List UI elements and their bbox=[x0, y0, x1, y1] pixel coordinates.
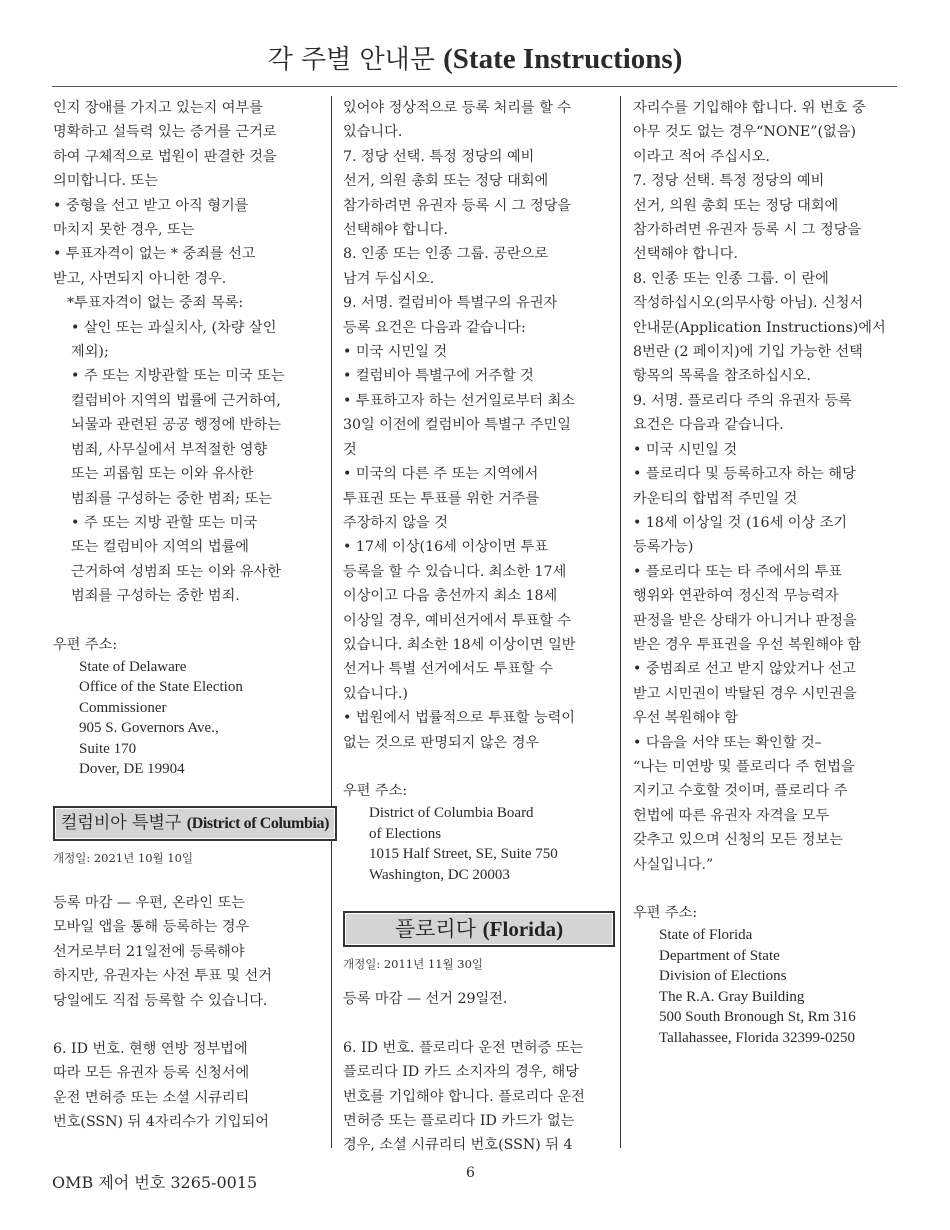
address-line: 1015 Half Street, SE, Suite 750 bbox=[369, 846, 558, 863]
column-3 bbox=[633, 96, 905, 1048]
text-line: 주장하지 않을 것 bbox=[343, 514, 448, 531]
text-line: 요건은 다음과 같습니다. bbox=[633, 417, 784, 434]
text-line: 8. 인종 또는 인종 그룹. 공란으로 bbox=[343, 246, 549, 263]
text-line: 30일 이전에 컬럼비아 특별구 주민일 bbox=[343, 417, 571, 434]
text-line: 선택해야 합니다. bbox=[343, 222, 448, 239]
page-title bbox=[0, 42, 950, 77]
text-line: 운전 면허증 또는 소셜 시큐리티 bbox=[53, 1089, 250, 1106]
text-line: 7. 정당 선택. 특정 정당의 예비 bbox=[343, 148, 535, 165]
text-line: 참가하려면 유권자 등록 시 그 정당을 bbox=[343, 197, 572, 214]
address-line: of Elections bbox=[369, 825, 442, 842]
bullet-line: • 투표자격이 없는 * 중죄를 선고 bbox=[53, 246, 256, 263]
text-line: 있습니다. 최소한 18세 이상이면 일반 bbox=[343, 636, 576, 653]
felony-line: 범죄를 구성하는 중한 범죄; 또는 bbox=[71, 490, 272, 507]
text-line: 아무 것도 없는 경우“NONE”(없음) bbox=[633, 124, 856, 141]
text-line: 갖추고 있으며 신청의 모든 정보는 bbox=[633, 832, 843, 849]
address-line: Washington, DC 20003 bbox=[369, 866, 510, 883]
felony-line: • 주 또는 지방 관할 또는 미국 bbox=[71, 514, 258, 531]
address-line: 905 S. Governors Ave., bbox=[79, 720, 219, 737]
dc-deadline bbox=[53, 891, 323, 1013]
text-line: 9. 서명. 컬럼비아 특별구의 유권자 bbox=[343, 295, 558, 312]
address-line: Tallahassee, Florida 32399-0250 bbox=[659, 1029, 855, 1046]
text-line: 것 bbox=[343, 441, 357, 458]
felony-list-title: *투표자격이 없는 중죄 목록: bbox=[67, 295, 244, 312]
text-line: 사실입니다.” bbox=[633, 856, 714, 873]
text-line: 8번란 (2 페이지)에 기입 가능한 선택 bbox=[633, 344, 863, 361]
text-line: 당일에도 직접 등록할 수 있습니다. bbox=[53, 992, 268, 1009]
bullet-line: • 컬럼비아 특별구에 거주할 것 bbox=[343, 368, 534, 385]
bullet-line: • 18세 이상일 것 (16세 이상 조기 bbox=[633, 514, 848, 531]
felony-line: 또는 괴롭힘 또는 이와 유사한 bbox=[71, 466, 254, 483]
text-line: 지키고 수호할 것이며, 플로리다 주 bbox=[633, 783, 848, 800]
text-line: “나는 미연방 및 플로리다 주 헌법을 bbox=[633, 758, 855, 775]
text-line: 등록 요건은 다음과 같습니다: bbox=[343, 319, 526, 336]
dc-id-number bbox=[53, 1037, 323, 1135]
omb-control-number: OMB 제어 번호 3265-0015 bbox=[52, 1173, 258, 1192]
column-divider-2 bbox=[620, 96, 621, 1148]
text-line: 선거로부터 21일전에 등록해야 bbox=[53, 943, 245, 960]
text-line: 등록가능) bbox=[633, 539, 694, 556]
address-line: State of Florida bbox=[659, 927, 753, 944]
text-line: 6. ID 번호. 플로리다 운전 면허증 또는 bbox=[343, 1039, 584, 1056]
address-line: District of Columbia Board bbox=[369, 805, 534, 822]
florida-id-number bbox=[343, 1036, 615, 1158]
text-line: 없는 것으로 판명되지 않은 경우 bbox=[343, 734, 540, 751]
text-line: 하여 구체적으로 법원이 판결한 것을 bbox=[53, 148, 277, 165]
text-line: 하지만, 유권자는 사전 투표 및 선거 bbox=[53, 968, 272, 985]
text-line: 있습니다. bbox=[343, 124, 403, 141]
text-line: 명확하고 설득력 있는 증거를 근거로 bbox=[53, 124, 277, 141]
text-line: 받은 경우 투표권을 우선 복원해야 함 bbox=[633, 636, 862, 653]
felony-line: • 주 또는 지방관할 또는 미국 또는 bbox=[71, 368, 285, 385]
florida-section-heading bbox=[343, 911, 615, 947]
address-line: Commissioner bbox=[79, 699, 167, 716]
text-line: 따라 모든 유권자 등록 신청서에 bbox=[53, 1065, 250, 1082]
felony-line: 범죄를 구성하는 중한 범죄. bbox=[71, 588, 240, 605]
text-line: 작성하십시오(의무사항 아님). 신청서 bbox=[633, 295, 864, 312]
mail-address-label: 우편 주소: bbox=[53, 636, 118, 653]
text-line: 받고 시민권이 박탈된 경우 시민권을 bbox=[633, 685, 857, 702]
felony-line: 범죄, 사무실에서 부적절한 영향 bbox=[71, 441, 268, 458]
florida-heading-en: (Florida) bbox=[482, 917, 564, 942]
text-line: 인지 장애를 가지고 있는지 여부를 bbox=[53, 100, 263, 116]
text-line: 플로리다 ID 카드 소지자의 경우, 해당 bbox=[343, 1064, 579, 1081]
bullet-line: • 법원에서 법률적으로 투표할 능력이 bbox=[343, 710, 575, 727]
text-line: 마치지 못한 경우, 또는 bbox=[53, 222, 195, 239]
text-line: 우선 복원해야 함 bbox=[633, 710, 738, 727]
text-line: 의미합니다. 또는 bbox=[53, 173, 158, 190]
text-line: 경우, 소셜 시큐리티 번호(SSN) 뒤 4 bbox=[343, 1137, 573, 1154]
florida-address bbox=[633, 925, 905, 1048]
bullet-line: • 미국 시민일 것 bbox=[343, 344, 448, 361]
felony-line: 또는 컬럼비아 지역의 법률에 bbox=[71, 539, 249, 556]
text-line: 항목의 목록을 참조하십시오. bbox=[633, 368, 811, 385]
address-line: Office of the State Election bbox=[79, 679, 243, 696]
text-line: 선거, 의원 총회 또는 정당 대회에 bbox=[633, 197, 839, 214]
text-line: 받고, 사면되지 아니한 경우. bbox=[53, 270, 227, 287]
address-line: Department of State bbox=[659, 947, 780, 964]
text-line: 등록 마감 — 우편, 온라인 또는 bbox=[53, 894, 246, 911]
text-line: 선거나 특별 선거에서도 투표할 수 bbox=[343, 661, 553, 678]
bullet-line: • 다음을 서약 또는 확인할 것– bbox=[633, 734, 822, 751]
address-line: Dover, DE 19904 bbox=[79, 761, 185, 778]
dc-section-heading bbox=[53, 806, 337, 841]
text-line: 이상이고 다음 총선까지 최소 18세 bbox=[343, 588, 558, 605]
page-title-en: (State Instructions) bbox=[443, 43, 683, 75]
text-line: 번호를 기입해야 합니다. 플로리다 운전 bbox=[343, 1088, 585, 1105]
felony-list bbox=[53, 316, 323, 609]
delaware-address bbox=[53, 657, 323, 780]
text-line: 면허증 또는 플로리다 ID 카드가 없는 bbox=[343, 1113, 575, 1129]
text-line: 선택해야 합니다. bbox=[633, 246, 738, 263]
text-line: 9. 서명. 플로리다 주의 유권자 등록 bbox=[633, 392, 852, 409]
text-line: 투표권 또는 투표를 위한 거주를 bbox=[343, 490, 540, 507]
mail-address-label: 우편 주소: bbox=[633, 905, 698, 921]
text-line: 안내문(Application Instructions)에서 bbox=[633, 319, 886, 336]
dc-revised-date: 개정일: 2021년 10월 10일 bbox=[53, 850, 194, 865]
text-line: 있습니다.) bbox=[343, 685, 408, 702]
text-line: 6. ID 번호. 현행 연방 정부법에 bbox=[53, 1040, 248, 1057]
address-line: Division of Elections bbox=[659, 968, 787, 985]
text-line: 등록을 할 수 있습니다. 최소한 17세 bbox=[343, 563, 567, 580]
text-line: 번호(SSN) 뒤 4자리수가 기입되어 bbox=[53, 1114, 269, 1131]
address-line: The R.A. Gray Building bbox=[659, 988, 805, 1005]
address-line: 500 South Bronough St, Rm 316 bbox=[659, 1009, 856, 1026]
bullet-line: • 중범죄로 선고 받지 않았거나 선고 bbox=[633, 661, 856, 678]
text-line: 모바일 앱을 통해 등록하는 경우 bbox=[53, 919, 250, 936]
column-divider-1 bbox=[331, 96, 332, 1148]
title-rule bbox=[52, 86, 897, 87]
bullet-line: • 미국 시민일 것 bbox=[633, 441, 738, 458]
felony-line: 컬럼비아 지역의 법률에 근거하여, bbox=[71, 392, 281, 409]
text-line: 헌법에 따른 유권자 자격을 모두 bbox=[633, 807, 830, 824]
column-2 bbox=[343, 96, 615, 1158]
felony-line: 뇌물과 관련된 공공 행정에 반하는 bbox=[71, 417, 281, 434]
dc-address bbox=[343, 803, 615, 885]
felony-line: 제외); bbox=[71, 344, 109, 361]
text-line: 행위와 연관하여 정신적 무능력자 bbox=[633, 588, 839, 605]
text-line: 남겨 두십시오. bbox=[343, 270, 435, 287]
text-line: 있어야 정상적으로 등록 처리를 할 수 bbox=[343, 100, 572, 116]
mail-address-label: 우편 주소: bbox=[343, 782, 408, 799]
bullet-line: • 17세 이상(16세 이상이면 투표 bbox=[343, 539, 549, 556]
florida-deadline: 등록 마감 — 선거 29일전. bbox=[343, 991, 508, 1008]
bullet-line: • 플로리다 및 등록하고자 하는 해당 bbox=[633, 466, 856, 483]
text-line: 이상일 경우, 예비선거에서 투표할 수 bbox=[343, 612, 572, 629]
text-line: 카운티의 합법적 주민일 것 bbox=[633, 490, 798, 507]
text-line: 8. 인종 또는 인종 그룹. 이 란에 bbox=[633, 270, 829, 287]
felony-line: 근거하여 성범죄 또는 이와 유사한 bbox=[71, 563, 281, 580]
text-line: 판정을 받은 상태가 아니거나 판정을 bbox=[633, 612, 857, 629]
dc-heading-ko: 컬럼비아 특별구 bbox=[61, 812, 187, 833]
page-number: 6 bbox=[466, 1165, 475, 1181]
bullet-line: • 미국의 다른 주 또는 지역에서 bbox=[343, 466, 539, 483]
page-title-ko: 각 주별 안내문 bbox=[267, 45, 444, 75]
felony-line: • 살인 또는 과실치사, (차량 살인 bbox=[71, 319, 277, 336]
bullet-line: • 중형을 선고 받고 아직 형기를 bbox=[53, 197, 249, 214]
bullet-line: • 투표하고자 하는 선거일로부터 최소 bbox=[343, 392, 575, 409]
text-line: 7. 정당 선택. 특정 정당의 예비 bbox=[633, 173, 825, 190]
florida-revised-date: 개정일: 2011년 11월 30일 bbox=[343, 957, 484, 972]
column-1 bbox=[53, 96, 330, 1135]
address-line: Suite 170 bbox=[79, 740, 137, 757]
text-line: 자리수를 기입해야 합니다. 위 번호 중 bbox=[633, 100, 866, 116]
text-line: 참가하려면 유권자 등록 시 그 정당을 bbox=[633, 222, 862, 239]
florida-heading-ko: 플로리다 bbox=[394, 917, 483, 942]
text-line: 이라고 적어 주십시오. bbox=[633, 148, 770, 165]
bullet-line: • 플로리다 또는 타 주에서의 투표 bbox=[633, 563, 843, 580]
dc-heading-en: (District of Columbia) bbox=[186, 814, 330, 832]
address-line: State of Delaware bbox=[79, 658, 187, 675]
text-line: 선거, 의원 총회 또는 정당 대회에 bbox=[343, 173, 549, 190]
